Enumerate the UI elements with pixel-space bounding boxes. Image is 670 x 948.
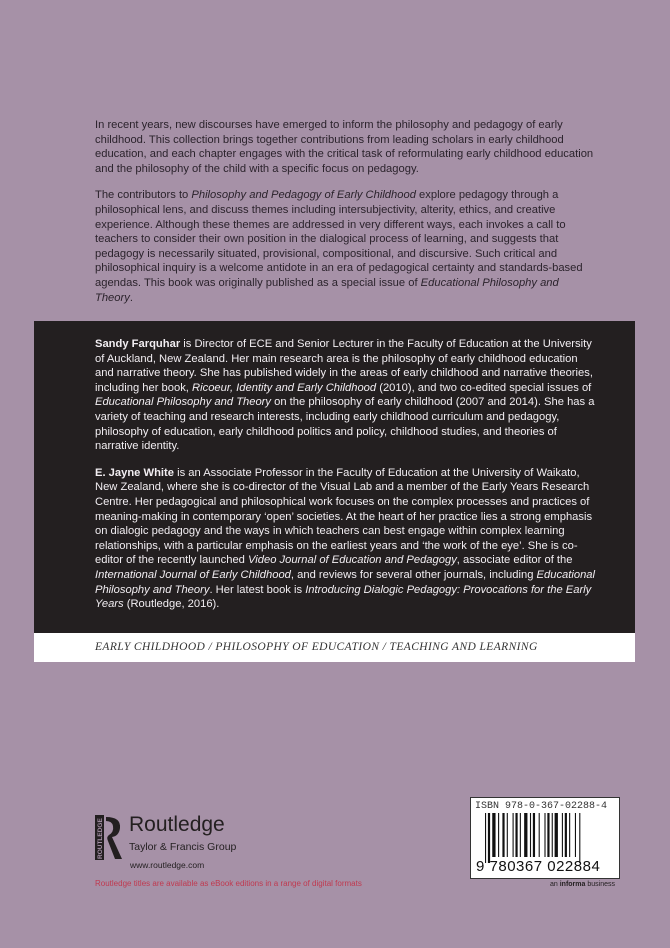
text: on the philosophy of early childhood (2007 and 2014). She has a variety of teaching and research interests, including early childhood curriculum and pedagogy, philosophy of education, early childhood politics and policy, childhood studies, and theories of narrative identity.: [95, 396, 595, 453]
subject-strip: [34, 633, 635, 662]
text: (Routledge, 2016).: [123, 598, 220, 611]
text: , associate editor of the: [456, 554, 573, 567]
subject-categories: EARLY CHILDHOOD / PHILOSOPHY OF EDUCATION / TEACHING AND LEARNING: [95, 641, 538, 653]
isbn-barcode: [470, 797, 620, 879]
text: . Her latest book is: [209, 583, 306, 596]
text: is Director of ECE and Senior Lecturer in the Faculty of Education at the University of Auckland, New Zealand. Her main research area is the philosophy of early childhood education and narrative theory. She has published widely in the areas of early childhood and narrative theories, including her book,: [95, 338, 593, 394]
book-title: Ricoeur, Identity and Early Childhood: [192, 381, 377, 394]
author-bios: [95, 337, 595, 624]
publisher-website[interactable]: www.routledge.com: [130, 860, 205, 870]
text: The contributors to: [95, 189, 192, 202]
journal-title: Educational Philosophy and Theory: [95, 396, 272, 409]
publisher-name: Routledge: [129, 813, 225, 836]
barcode-bars: [485, 813, 607, 863]
author-bios-box: [34, 321, 635, 633]
text: business: [585, 881, 615, 888]
book-title: Philosophy and Pedagogy of Early Childhood: [191, 189, 416, 202]
text: , and reviews for several other journals, including: [290, 568, 537, 581]
informa-tagline: [550, 881, 615, 888]
publisher-group: Taylor & Francis Group: [129, 841, 237, 853]
text: an: [550, 881, 560, 888]
description-paragraph-2: [95, 188, 595, 305]
book-title: Introducing Dialogic Pedagogy: Provocations for the Early Years: [95, 583, 592, 611]
text: explore pedagogy through a philosophical lens, and discuss themes including intersubjectivity, alterity, ethics, and creative experience. Although these themes are addressed in very different ways, each invokes a call to teachers to consider their own position in the dialogical process of learning, and suggests that pedagogy is necessarily situated, provisional, compositional, and discursive. Such critical and philosophical inquiry is a welcome antidote in an era of pedagogical certainty and standards-based agendas. This book was originally published as a special issue of: [95, 189, 583, 289]
journal-title: International Journal of Early Childhood: [95, 568, 291, 581]
text: (2010), and two co-edited special issues of: [376, 381, 592, 394]
text: .: [129, 291, 133, 304]
ebook-note: Routledge titles are available as eBook editions in a range of digital formats: [95, 879, 362, 888]
svg-text:ROUTLEDGE: ROUTLEDGE: [97, 818, 104, 859]
description-paragraph-1: In recent years, new discourses have emerged to inform the philosophy and pedagogy of early childhood. This collection brings together contributions from leading scholars in early childhood education, and each chapter engages with the critical task of reformulating early childhood education and the philosophy of the child with a specific focus on pedagogy.: [95, 119, 594, 175]
journal-title: Educational Philosophy and Theory: [95, 568, 596, 596]
author-name: Sandy Farquhar: [95, 338, 181, 350]
routledge-r-icon: [95, 815, 123, 860]
text: is an Associate Professor in the Faculty of Education at the University of Waikato, New Zealand, where she is co-director of the Visual Lab and a member of the Early Years Research Centre. Her pedagogical and philosophical work focuses on the complex processes and practices of meaning-making in contemporary ‘open’ societies. At the heart of her practice lies a strong emphasis on dialogic pedagogy and the ways in which teachers can best engage within complex learning relationships, with a particular emphasis on the earliest years and ‘the work of the eye’. She is co-editor of the recently launched: [95, 466, 593, 567]
journal-title: Educational Philosophy and Theory: [95, 276, 559, 304]
bio-sandy-farquhar: [95, 337, 595, 454]
author-name: E. Jayne White: [95, 466, 174, 479]
barcode-digits: 9 780367 022884: [476, 858, 601, 875]
text: informa: [559, 881, 586, 888]
book-description: [95, 118, 595, 317]
bio-jayne-white: [95, 466, 595, 612]
journal-title: Video Journal of Education and Pedagogy: [248, 554, 457, 567]
isbn-text: ISBN 978-0-367-02288-4: [475, 801, 608, 812]
